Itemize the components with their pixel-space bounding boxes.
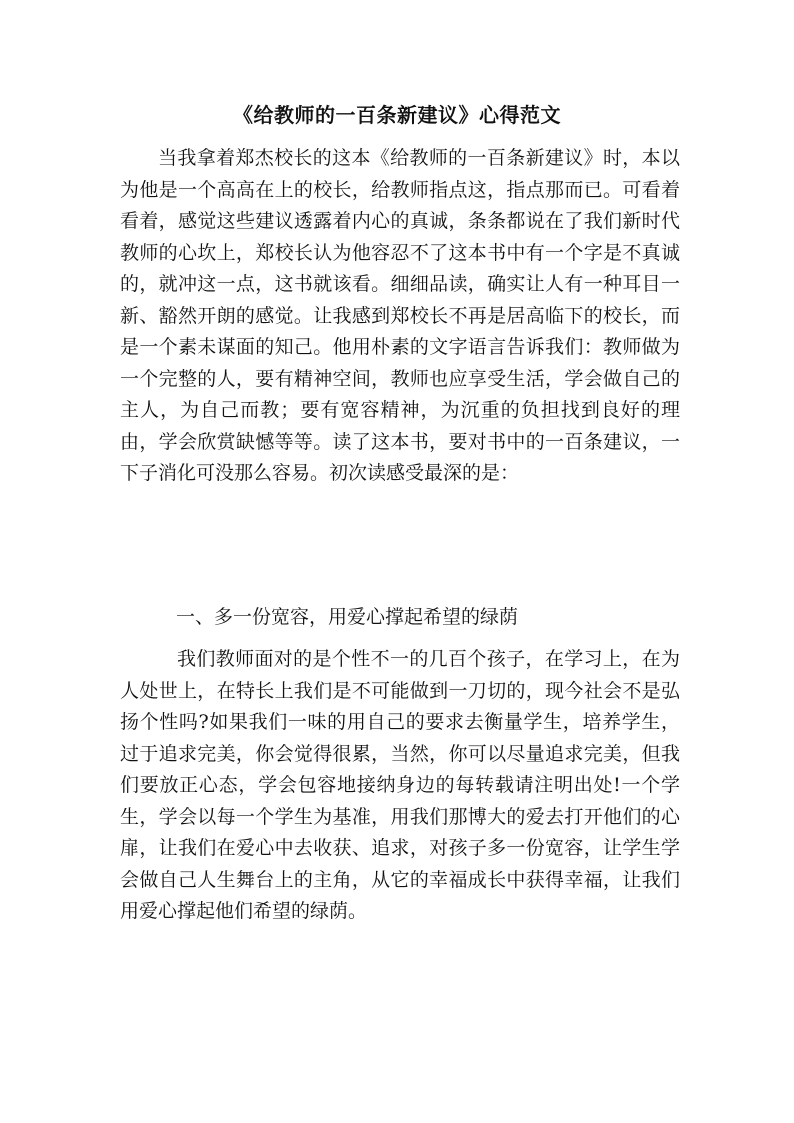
section-heading: 一、多一份宽容，用爱心撑起希望的绿荫 [176,606,519,628]
document-title: 《给教师的一百条新建议》心得范文 [233,103,561,127]
intro-paragraph: 当我拿着郑杰校长的这本《给教师的一百条新建议》时，本以为他是一个高高在上的校长，给教师指点这，指点那而已。可看着看着，感觉这些建议透露着内心的真诚，条条都说在了我们新时代教师的心坎上，郑校长认为他容忍不了这本书中有一个字是不真诚的，就冲这一点，这书就该看。细细品读，确实让人有一种耳目一新、豁然开朗的感觉。让我感到郑校长不再是居高临下的校长，而是一个素未谋面的知己。他用朴素的文字语言告诉我们：教师做为一个完整的人，要有精神空间，教师也应享受生活，学会做自己的主人，为自己而教；要有宽容精神，为沉重的负担找到良好的理由，学会欣赏缺憾等等。读了这本书，要对书中的一百条建议，一下子消化可没那么容易。初次读感受最深的是： [120,147,680,484]
section-paragraph: 我们教师面对的是个性不一的几百个孩子，在学习上，在为人处世上，在特长上我们是不可能做到一刀切的，现今社会不是弘扬个性吗?如果我们一味的用自己的要求去衡量学生，培养学生，过于追求完美，你会觉得很累，当然，你可以尽量追求完美，但我们要放正心态，学会包容地接纳身边的每转载请注明出处!一个学生，学会以每一个学生为基准，用我们那博大的爱去打开他们的心扉，让我们在爱心中去收获、追求，对孩子多一份宽容，让学生学会做自己人生舞台上的主角，从它的幸福成长中获得幸福，让我们用爱心撑起他们希望的绿荫。 [120,648,680,922]
